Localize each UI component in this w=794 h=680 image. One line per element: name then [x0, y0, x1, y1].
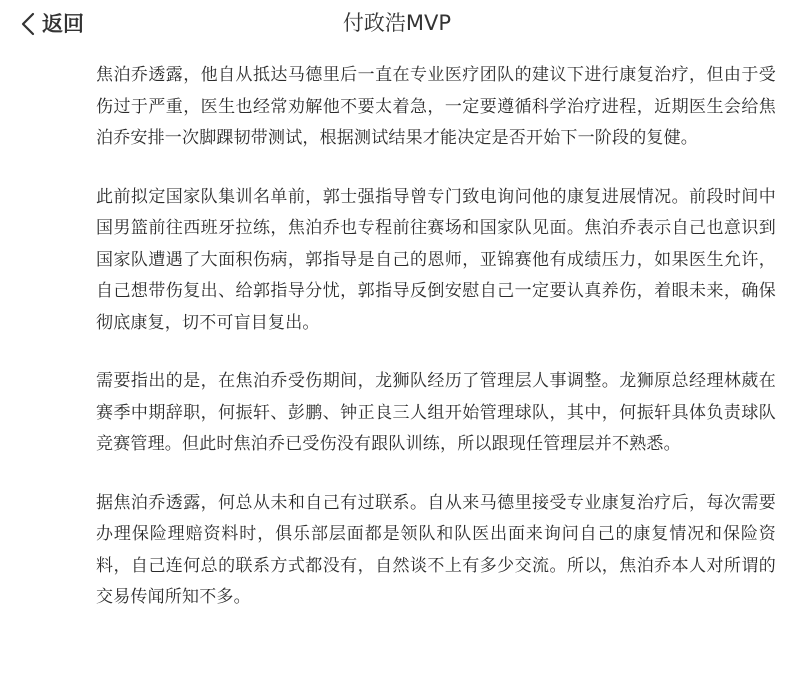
top-bar: [0, 0, 794, 48]
article-paragraph: 焦泊乔透露，他自从抵达马德里后一直在专业医疗团队的建议下进行康复治疗，但由于受伤过于严重，医生也经常劝解他不要太着急，一定要遵循科学治疗进程，近期医生会给焦泊乔安排一次脚踝韧带测试，根据测试结果才能决定是否开始下一阶段的复健。: [96, 65, 776, 148]
article-paragraph: 需要指出的是，在焦泊乔受伤期间，龙狮队经历了管理层人事调整。龙狮原总经理林葳在赛季中期辞职，何振轩、彭鹏、钟正良三人组开始管理球队，其中，何振轩具体负责球队竞赛管理。但此时焦泊乔已受伤没有跟队训练，所以跟现任管理层并不熟悉。: [96, 371, 776, 454]
article-paragraph: 据焦泊乔透露，何总从未和自己有过联系。自从来马德里接受专业康复治疗后，每次需要办理保险理赔资料时，俱乐部层面都是领队和队医出面来询问自己的康复情况和保险资料，自己连何总的联系方式都没有，自然谈不上有多少交流。所以，焦泊乔本人对所谓的交易传闻所知不多。: [96, 492, 776, 607]
back-label: 返回: [42, 12, 84, 36]
article-body: [96, 60, 776, 641]
article-paragraph: 此前拟定国家队集训名单前，郭士强指导曾专门致电询问他的康复进展情况。前段时间中国男篮前往西班牙拉练，焦泊乔也专程前往赛场和国家队见面。焦泊乔表示自己也意识到国家队遭遇了大面积伤病，郭指导是自己的恩师，亚锦赛他有成绩压力，如果医生允许，自己想带伤复出、给郭指导分忧，郭指导反倒安慰自己一定要认真养伤，着眼未来，确保彻底康复，切不可盲目复出。: [96, 186, 776, 333]
page-title: 付政浩MVP: [342, 11, 452, 35]
